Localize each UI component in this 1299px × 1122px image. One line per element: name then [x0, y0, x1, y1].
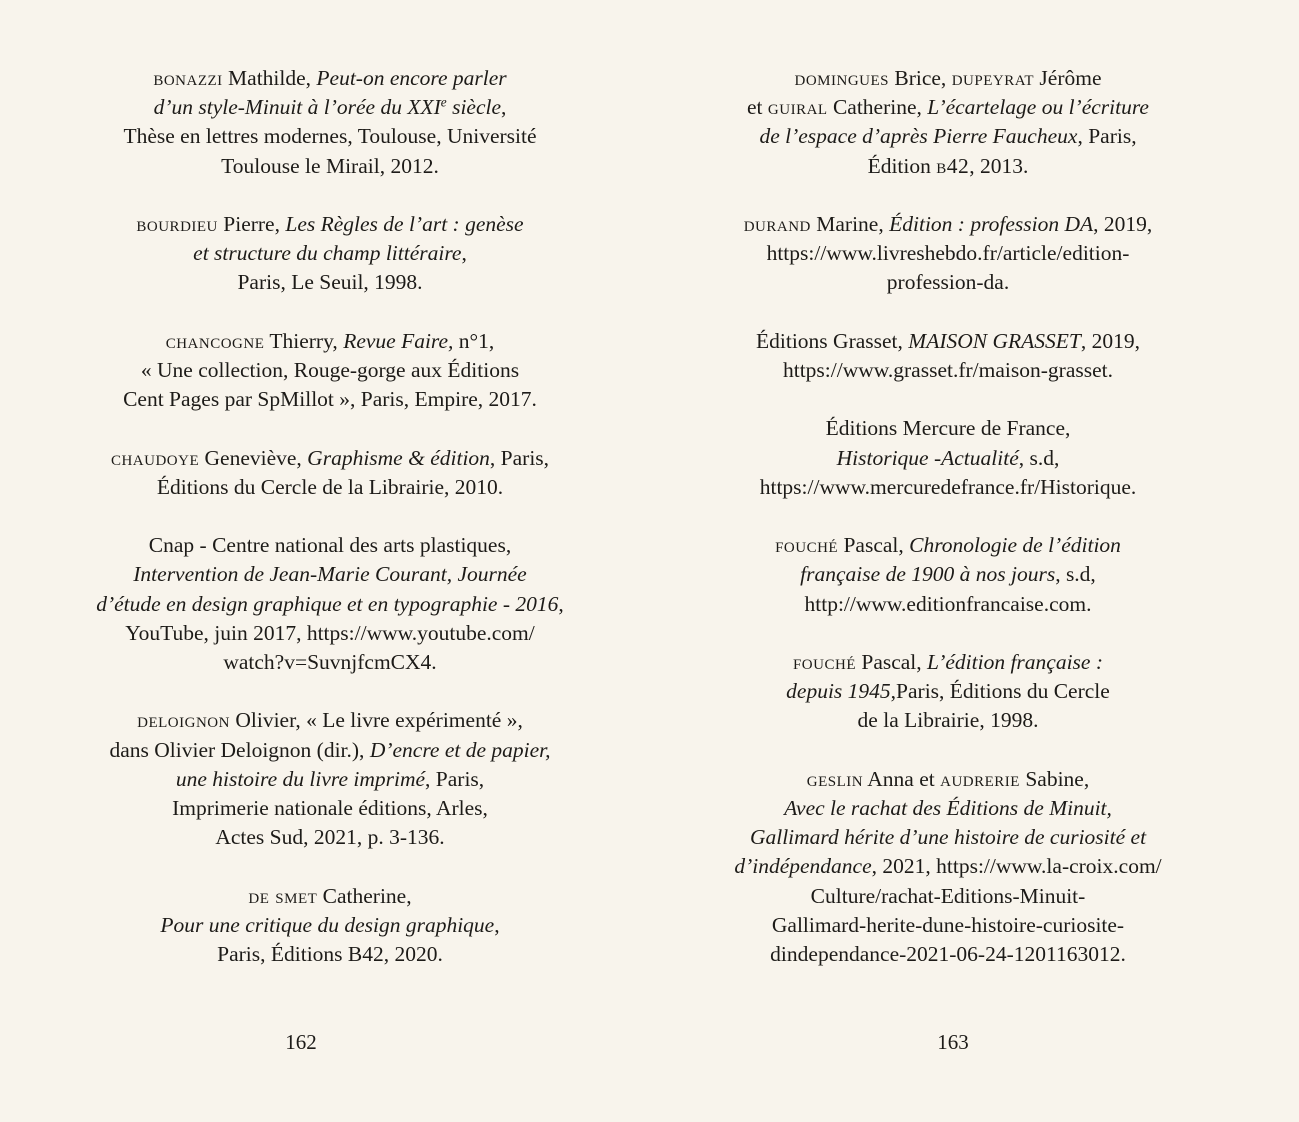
entry-text: , s.d, — [1055, 562, 1096, 587]
entry-text: , 2019, — [1080, 328, 1140, 353]
entry-line — [656, 794, 1240, 823]
bibliography-entry — [656, 648, 1240, 736]
author-name: fouché — [775, 533, 839, 558]
entry-text: Éditions du Cercle de la Librairie, 2010. — [156, 474, 504, 499]
author-name: dupeyrat — [951, 66, 1035, 90]
entry-line — [38, 152, 622, 181]
entry-text: Pierre, — [217, 212, 286, 236]
bibliography-entry — [656, 765, 1240, 969]
entry-text: Cnap - Centre national des arts plastiques, — [148, 533, 512, 558]
entry-line — [38, 356, 622, 385]
entry-text: Catherine, — [317, 883, 412, 908]
entry-text: Mathilde, — [222, 66, 317, 90]
entry-text: Thierry, — [264, 328, 344, 353]
entry-text: , 2021, https://www.la-croix.com/ — [871, 854, 1162, 879]
bibliography-entry — [656, 327, 1240, 385]
entry-text: Geneviève, — [199, 445, 308, 470]
title-text: Pour une critique du design graphique — [160, 912, 495, 937]
entry-text: Marine, — [810, 212, 890, 236]
entry-line — [38, 794, 622, 823]
entry-line — [656, 356, 1240, 385]
author-name: audrerie — [940, 766, 1020, 791]
entry-line — [656, 882, 1240, 911]
entry-line — [656, 560, 1240, 589]
entry-line — [38, 327, 622, 356]
title-text: Avec le rachat des Éditions de Minuit, — [784, 795, 1112, 820]
entry-line — [38, 736, 622, 765]
bibliography-entry — [656, 531, 1240, 619]
entry-line — [38, 473, 622, 502]
entry-text: Anna et — [863, 766, 941, 791]
entry-text: dans Olivier Deloignon (dir.), — [109, 737, 370, 762]
author-name: b42 — [936, 153, 970, 178]
entry-line — [38, 122, 622, 151]
entry-text: , — [494, 912, 500, 937]
entry-line — [656, 677, 1240, 706]
bibliography-column-left — [38, 64, 622, 998]
entry-line — [656, 122, 1240, 151]
entry-line — [656, 911, 1240, 940]
author-name: domingues — [794, 66, 889, 90]
title-text: MAISON GRASSET — [908, 328, 1081, 353]
page-number-right: 163 — [937, 1030, 969, 1054]
entry-text: Toulouse le Mirail, 2012. — [221, 153, 439, 178]
author-name: guiral — [767, 95, 828, 120]
entry-line — [656, 823, 1240, 852]
author-name: bonazzi — [153, 66, 223, 90]
title-text: Revue Faire, — [343, 328, 454, 353]
entry-line — [656, 152, 1240, 181]
entry-line — [38, 64, 622, 93]
bibliography-entry — [38, 706, 622, 852]
bibliography-entry — [38, 882, 622, 970]
entry-line — [38, 648, 622, 677]
entry-text: Cent Pages par SpMillot », Paris, Empire, 2017. — [123, 387, 537, 412]
entry-text: https://www.livreshebdo.fr/article/edition- — [766, 241, 1130, 266]
entry-line — [656, 327, 1240, 356]
bibliography-column-right — [656, 64, 1240, 998]
entry-line — [656, 531, 1240, 560]
entry-line — [38, 385, 622, 414]
entry-text: dindependance-2021-06-24-1201163012. — [770, 942, 1126, 966]
title-text: une histoire du livre imprimé — [175, 766, 426, 791]
bibliography-entry — [656, 414, 1240, 502]
bibliography-entry — [38, 531, 622, 677]
author-name: bourdieu — [136, 212, 218, 236]
entry-text: http://www.editionfrancaise.com. — [804, 591, 1092, 616]
entry-line — [656, 239, 1240, 268]
entry-line — [38, 940, 622, 969]
entry-text: Édition — [867, 153, 937, 178]
title-text: Peut-on encore parler — [316, 66, 507, 90]
entry-line — [656, 473, 1240, 502]
title-text: Chronologie de l’édition — [909, 533, 1121, 558]
entry-line — [38, 444, 622, 473]
title-text: Les Règles de l’art : genèse — [285, 212, 524, 236]
entry-text: « Une collection, Rouge-gorge aux Éditions — [140, 358, 520, 382]
entry-line — [656, 706, 1240, 735]
entry-line — [38, 882, 622, 911]
author-name: chaudoye — [110, 445, 200, 470]
entry-text: Brice, — [889, 66, 952, 90]
entry-line — [656, 444, 1240, 473]
entry-line — [38, 706, 622, 735]
entry-text: https://www.grasset.fr/maison-grasset. — [782, 358, 1113, 382]
entry-text: de la Librairie, 1998. — [857, 708, 1039, 733]
entry-text: , 2019, — [1093, 212, 1153, 236]
entry-text: , 2013. — [969, 153, 1029, 178]
page-number-left: 162 — [285, 1030, 317, 1054]
title-text: L’édition française : — [927, 649, 1104, 674]
title-text: française de 1900 à nos jours — [800, 562, 1056, 587]
entry-text: Pascal, — [838, 533, 910, 558]
author-name: de smet — [248, 883, 318, 908]
entry-text: Gallimard-herite-dune-histoire-curiosite- — [771, 912, 1125, 937]
title-text: d’indépendance — [734, 854, 872, 879]
entry-line — [656, 852, 1240, 881]
author-name: fouché — [792, 649, 856, 674]
entry-text: Sabine, — [1019, 766, 1090, 791]
entry-line — [38, 619, 622, 648]
entry-line — [656, 940, 1240, 969]
entry-line — [656, 64, 1240, 93]
entry-line — [38, 823, 622, 852]
entry-line — [38, 531, 622, 560]
entry-line — [656, 210, 1240, 239]
title-text: Intervention de Jean-Marie Courant, Journée — [133, 562, 527, 587]
entry-text: , Paris, — [1077, 124, 1137, 149]
entry-text: , s.d, — [1018, 445, 1060, 470]
entry-text: Éditions Grasset, — [756, 328, 909, 353]
author-name: geslin — [806, 766, 864, 791]
title-text: d’un style-Minuit à l’orée du XXI — [153, 95, 441, 120]
title-text: Historique -Actualité — [836, 445, 1019, 470]
title-text: de l’espace d’après Pierre Faucheux — [759, 124, 1078, 149]
entry-line — [656, 268, 1240, 297]
entry-text: , — [501, 95, 507, 120]
bibliography-entry — [656, 210, 1240, 298]
entry-text: Jérôme — [1034, 66, 1102, 90]
entry-text: YouTube, juin 2017, https://www.youtube.com/ — [125, 620, 535, 645]
title-text: Édition : profession DA — [889, 212, 1094, 236]
entry-line — [38, 560, 622, 589]
entry-line — [656, 648, 1240, 677]
bibliography-entry — [38, 210, 622, 298]
entry-text: ,Paris, Éditions du Cercle — [890, 679, 1110, 704]
title-text: et structure du champ littéraire — [193, 241, 462, 266]
bibliography-entry — [38, 327, 622, 415]
author-name: chancogne — [165, 328, 265, 353]
entry-text: Paris, Éditions B42, 2020. — [217, 942, 443, 966]
entry-text: Olivier, « Le livre expérimenté », — [229, 708, 523, 733]
bibliography-entry — [38, 444, 622, 502]
entry-text: , — [558, 591, 564, 616]
title-text: siècle — [446, 95, 502, 120]
entry-text: , Paris, — [489, 445, 550, 470]
entry-line — [656, 414, 1240, 443]
entry-text: et — [747, 95, 768, 120]
entry-line — [656, 93, 1240, 122]
entry-text: Pascal, — [855, 649, 928, 674]
entry-line — [38, 210, 622, 239]
entry-text: , Paris, — [425, 766, 485, 791]
title-text: Graphisme & édition — [307, 445, 490, 470]
entry-line — [38, 590, 622, 619]
bibliography-entry — [656, 64, 1240, 181]
entry-line — [38, 93, 622, 122]
entry-text: , — [461, 241, 467, 266]
right-page — [650, 0, 1299, 1122]
title-text: L’écartelage ou l’écriture — [927, 95, 1149, 120]
entry-text: watch?v=SuvnjfcmCX4. — [223, 650, 437, 674]
bibliography-entry — [38, 64, 622, 181]
title-text: D’encre et de papier, — [369, 737, 551, 762]
title-text: d’étude en design graphique et en typographie - 2016 — [96, 591, 559, 616]
entry-text: Catherine, — [827, 95, 928, 120]
entry-text: Actes Sud, 2021, p. 3-136. — [215, 825, 445, 850]
entry-text: https://www.mercuredefrance.fr/Historique. — [759, 474, 1137, 499]
entry-text: Paris, Le Seuil, 1998. — [237, 270, 423, 295]
superscript: e — [440, 94, 447, 110]
entry-text: Éditions Mercure de France, — [825, 416, 1071, 441]
entry-line — [38, 911, 622, 940]
entry-line — [656, 590, 1240, 619]
author-name: durand — [743, 212, 811, 236]
entry-line — [38, 765, 622, 794]
entry-line — [38, 268, 622, 297]
entry-line — [656, 765, 1240, 794]
author-name: deloignon — [137, 708, 230, 733]
title-text: Gallimard hérite d’une histoire de curiosité et — [749, 825, 1147, 850]
entry-text: Thèse en lettres modernes, Toulouse, Université — [123, 124, 537, 149]
entry-text: n°1, — [453, 328, 495, 353]
entry-text: profession-da. — [886, 270, 1010, 295]
entry-text: Imprimerie nationale éditions, Arles, — [172, 796, 488, 820]
entry-line — [38, 239, 622, 268]
title-text: depuis 1945 — [786, 679, 891, 704]
entry-text: Culture/rachat-Editions-Minuit- — [810, 883, 1086, 908]
